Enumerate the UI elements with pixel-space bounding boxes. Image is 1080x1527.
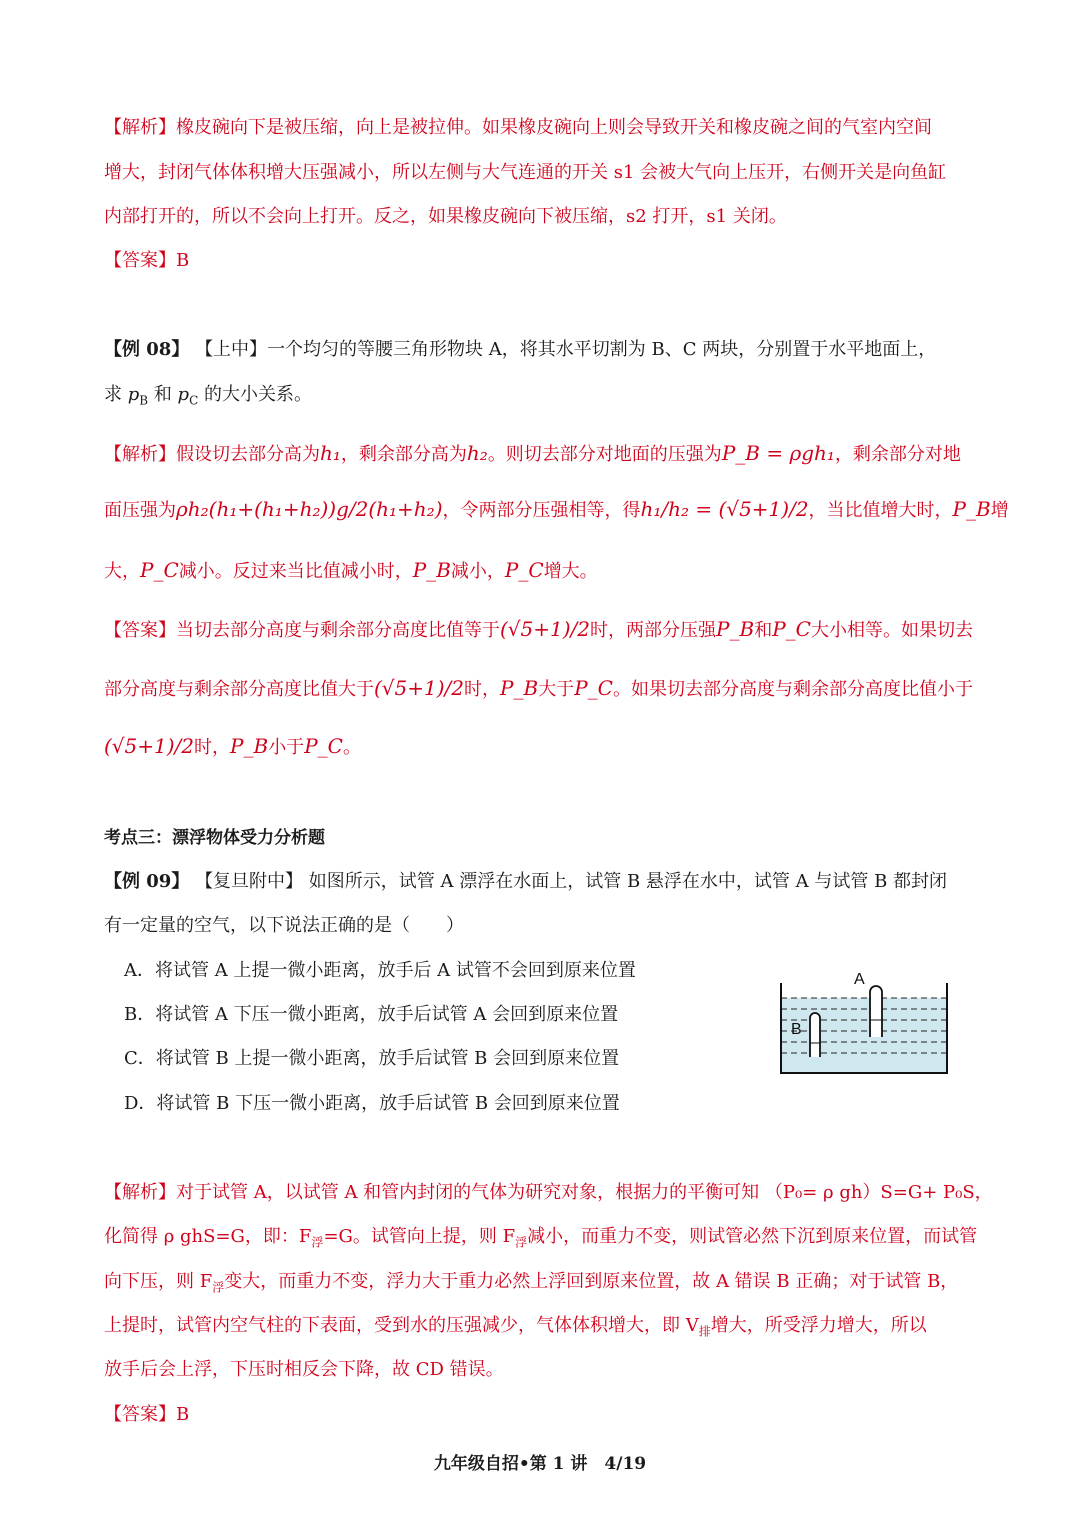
subscript: 排 <box>698 1324 711 1339</box>
ex09-jiexi-line1 <box>104 1178 993 1204</box>
formula-ratio: h₁/h₂ = (√5+1)/2 <box>640 497 809 521</box>
jiexi-text: 减小， <box>450 561 505 582</box>
jiexi-text: ，剩余部分高为 <box>340 444 467 465</box>
sec1-jiexi-line3 <box>104 202 787 228</box>
ex09-jiexi-line4 <box>104 1311 927 1340</box>
jiexi-tag: 【解析】 <box>104 117 176 138</box>
jiexi-text: 增大，所受浮力增大，所以 <box>710 1315 927 1336</box>
option-b: B．将试管 A 下压一微小距离，放手后试管 A 会回到原来位置 <box>124 1004 619 1025</box>
symbol-pb: P_B <box>500 676 539 700</box>
ex08-question-line2 <box>104 380 312 408</box>
question-text: 如图所示，试管 A 漂浮在水面上，试管 B 悬浮在水中，试管 A 与试管 B 都封闭 <box>308 871 948 892</box>
subscript: 浮 <box>515 1235 528 1250</box>
jiexi-text: 化简得 ρ ghS=G，即：F <box>104 1226 312 1247</box>
subscript: 浮 <box>212 1280 225 1295</box>
ex09-answer <box>104 1400 189 1426</box>
section-title: 考点三：漂浮物体受力分析题 <box>104 828 325 848</box>
ex09-jiexi-line2 <box>104 1222 977 1251</box>
formula-pc: ρh₂(h₁+(h₁+h₂))g/2(h₁+h₂) <box>176 497 443 521</box>
test-tube-figure <box>778 965 953 1077</box>
formula-ratio: (√5+1)/2 <box>104 734 195 758</box>
subscript: C <box>189 393 199 408</box>
jiexi-text: 上提时，试管内空气柱的下表面，受到水的压强减少，气体体积增大，即 V <box>104 1315 699 1336</box>
tube-b <box>810 1013 820 1057</box>
jiexi-text: 向下压，则 F <box>104 1271 213 1292</box>
jiexi-text: 橡皮碗向下是被压缩，向上是被拉伸。如果橡皮碗向上则会导致开关和橡皮碗之间的气室内空间 <box>176 117 932 138</box>
symbol-pc: P_C <box>772 617 811 641</box>
symbol-p: p <box>127 384 140 405</box>
jiexi-text: ，令两部分压强相等，得 <box>442 500 641 521</box>
page-footer: 九年级自招•第 1 讲 4/19 <box>433 1454 647 1474</box>
answer-tag: 【答案】 <box>104 1404 176 1425</box>
answer-text: 时， <box>464 679 501 700</box>
symbol-pc: P_C <box>140 558 179 582</box>
jiexi-text: 放手后会上浮，下压时相反会下降，故 CD 错误。 <box>104 1359 504 1380</box>
symbol-pb: P_B <box>230 734 269 758</box>
answer-text: 时， <box>194 737 231 758</box>
example-label: 【例 08】 <box>104 339 190 360</box>
answer-text: 小于 <box>268 737 305 758</box>
jiexi-text: 变大，而重力不变，浮力大于重力必然上浮回到原来位置，故 A 错误 B 正确；对于试管 B， <box>224 1271 959 1292</box>
label-a: A <box>854 971 865 988</box>
ex08-jiexi-line3 <box>104 557 598 583</box>
label-b: B <box>791 1021 802 1038</box>
option-c: C．将试管 B 上提一微小距离，放手后试管 B 会回到原来位置 <box>124 1048 620 1069</box>
ex08-answer-line2 <box>104 675 973 701</box>
answer-value: B <box>176 1404 190 1425</box>
subscript: 浮 <box>311 1235 324 1250</box>
question-text: 求 <box>104 384 128 405</box>
symbol-pc: P_C <box>304 734 343 758</box>
answer-tag: 【答案】 <box>104 620 176 641</box>
symbol-p: p <box>177 384 190 405</box>
subscript: B <box>139 393 149 408</box>
question-text: 一个均匀的等腰三角形物块 A，将其水平切割为 B、C 两块，分别置于水平地面上， <box>267 339 937 360</box>
answer-text: 部分高度与剩余部分高度比值大于 <box>104 679 374 700</box>
jiexi-text: 大， <box>104 561 140 582</box>
formula-ratio: (√5+1)/2 <box>500 617 591 641</box>
answer-text: 和 <box>754 620 773 641</box>
formula-h2: h₂ <box>466 441 488 465</box>
jiexi-text: =G。试管向上提，则 F <box>323 1226 516 1247</box>
jiexi-text: 增大。 <box>543 561 598 582</box>
question-text: 和 <box>148 384 178 405</box>
jiexi-text: 增大，封闭气体体积增大压强减小，所以左侧与大气连通的开关 s1 会被大气向上压开，右侧开关是向鱼缸 <box>104 162 947 183</box>
ex09-jiexi-line5 <box>104 1355 504 1381</box>
jiexi-text: 对于试管 A，以试管 A 和管内封闭的气体为研究对象，根据力的平衡可知 （P₀= ρ gh）S=G+ P₀S， <box>176 1182 993 1203</box>
symbol-pc: P_C <box>574 676 613 700</box>
ex08-question-line1 <box>104 335 936 361</box>
question-text: 的大小关系。 <box>198 384 312 405</box>
ex08-answer-line1 <box>104 616 973 642</box>
answer-text: 。如果切去部分高度与剩余部分高度比值小于 <box>612 679 973 700</box>
answer-text: 大于 <box>538 679 575 700</box>
jiexi-text: 面压强为 <box>104 500 176 521</box>
formula-ratio: (√5+1)/2 <box>374 676 465 700</box>
ex08-answer-line3 <box>104 733 361 759</box>
sec1-jiexi-line2 <box>104 158 946 184</box>
option-d: D．将试管 B 下压一微小距离，放手后试管 B 会回到原来位置 <box>124 1093 620 1114</box>
jiexi-text: 。则切去部分对地面的压强为 <box>487 444 722 465</box>
option-a: A．将试管 A 上提一微小距离，放手后 A 试管不会回到原来位置 <box>124 960 636 981</box>
answer-text: 当切去部分高度与剩余部分高度比值等于 <box>176 620 500 641</box>
answer-text: 时，两部分压强 <box>590 620 717 641</box>
jiexi-tag: 【解析】 <box>104 1182 176 1203</box>
ex09-question-line2: 有一定量的空气，以下说法正确的是（ ） <box>104 915 464 936</box>
source-tag: 【上中】 <box>195 339 268 360</box>
source-tag: 【复旦附中】 <box>195 871 304 892</box>
answer-text: 。 <box>342 737 361 758</box>
jiexi-tag: 【解析】 <box>104 444 176 465</box>
jiexi-text: 减小。反过来当比值减小时， <box>178 561 413 582</box>
answer-text: 大小相等。如果切去 <box>810 620 973 641</box>
example-label: 【例 09】 <box>104 871 190 892</box>
jiexi-text: 内部打开的，所以不会向上打开。反之，如果橡皮碗向下被压缩，s2 打开，s1 关闭。 <box>104 206 787 227</box>
sec1-answer <box>104 246 189 272</box>
jiexi-text: 增 <box>990 500 1009 521</box>
ex08-jiexi-line1 <box>104 440 961 466</box>
jiexi-text: 减小，而重力不变，则试管必然下沉到原来位置，而试管 <box>527 1226 978 1247</box>
answer-value: B <box>176 250 190 271</box>
ex09-jiexi-line3 <box>104 1267 958 1296</box>
tube-a <box>870 986 882 1037</box>
ex08-jiexi-line2 <box>104 496 1009 522</box>
jiexi-text: ，当比值增大时， <box>808 500 953 521</box>
jiexi-text: 假设切去部分高为 <box>176 444 320 465</box>
symbol-pc: P_C <box>504 558 544 582</box>
jiexi-text: ，剩余部分对地 <box>834 444 961 465</box>
ex09-question-line1 <box>104 867 947 893</box>
symbol-pb: P_B <box>716 617 755 641</box>
formula-pb: P_B = ρgh₁ <box>721 441 835 465</box>
symbol-pb: P_B <box>412 558 451 582</box>
sec1-jiexi-line1 <box>104 113 932 139</box>
answer-tag: 【答案】 <box>104 250 176 271</box>
symbol-pb: P_B <box>952 497 991 521</box>
formula-h1: h₁ <box>320 441 341 465</box>
